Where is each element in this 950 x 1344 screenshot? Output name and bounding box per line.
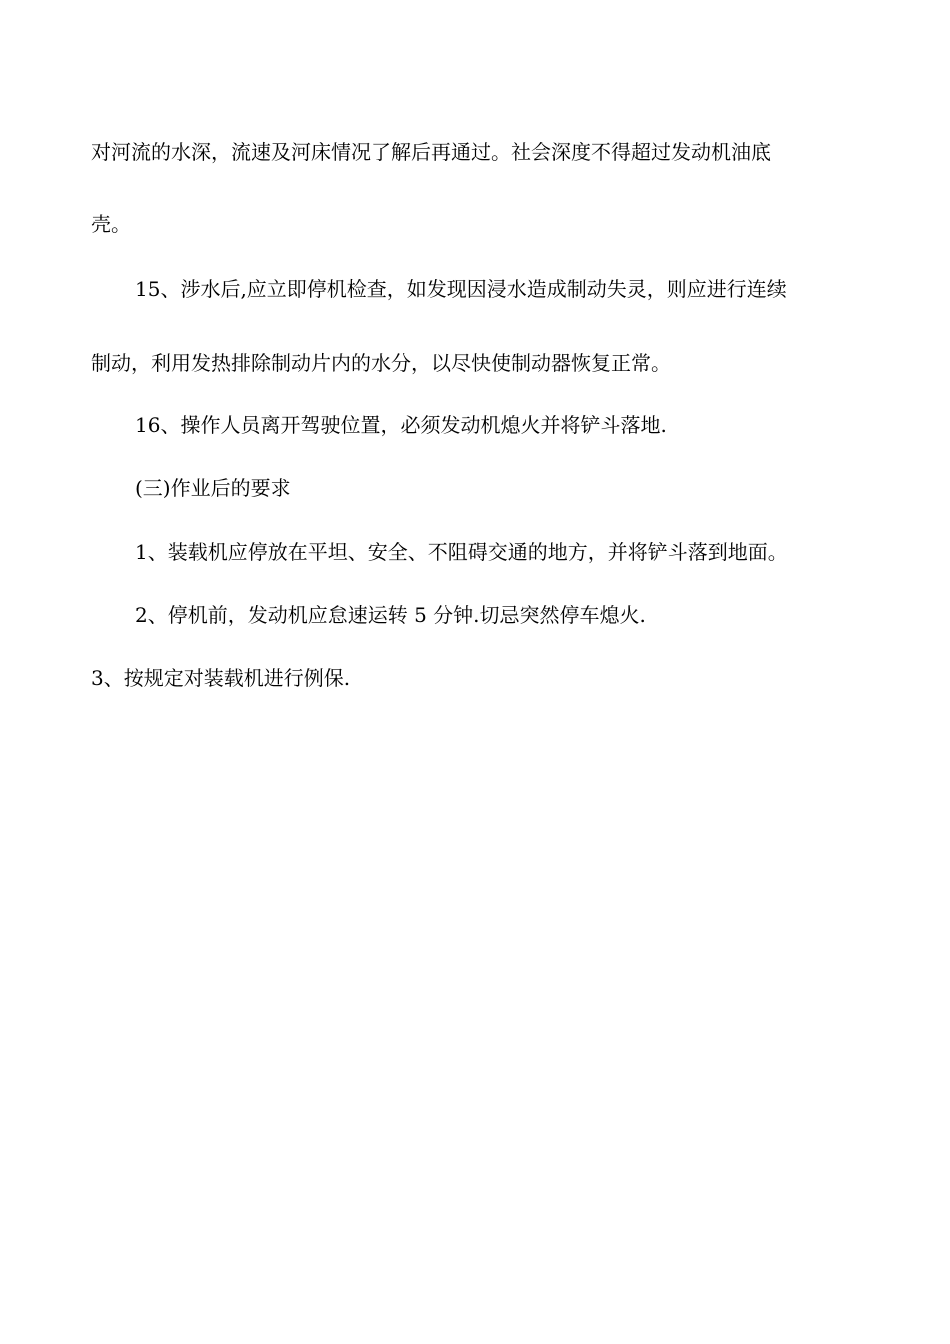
paragraph-line-9: 3、按规定对装载机进行例保. [91, 666, 351, 690]
paragraph-line-3: 15、涉水后,应立即停机检查，如发现因浸水造成制动失灵，则应进行连续 [135, 277, 787, 301]
paragraph-line-2: 壳。 [91, 212, 131, 236]
paragraph-line-1: 对河流的水深，流速及河床情况了解后再通过。社会深度不得超过发动机油底 [91, 140, 771, 164]
paragraph-line-8: 2、停机前，发动机应怠速运转 5 分钟.切忌突然停车熄火. [135, 603, 646, 627]
paragraph-line-4: 制动，利用发热排除制动片内的水分，以尽快使制动器恢复正常。 [91, 351, 671, 375]
section-heading: (三)作业后的要求 [135, 476, 291, 500]
paragraph-line-5: 16、操作人员离开驾驶位置，必须发动机熄火并将铲斗落地. [135, 413, 667, 437]
paragraph-line-7: 1、装载机应停放在平坦、安全、不阻碍交通的地方，并将铲斗落到地面。 [135, 540, 788, 564]
